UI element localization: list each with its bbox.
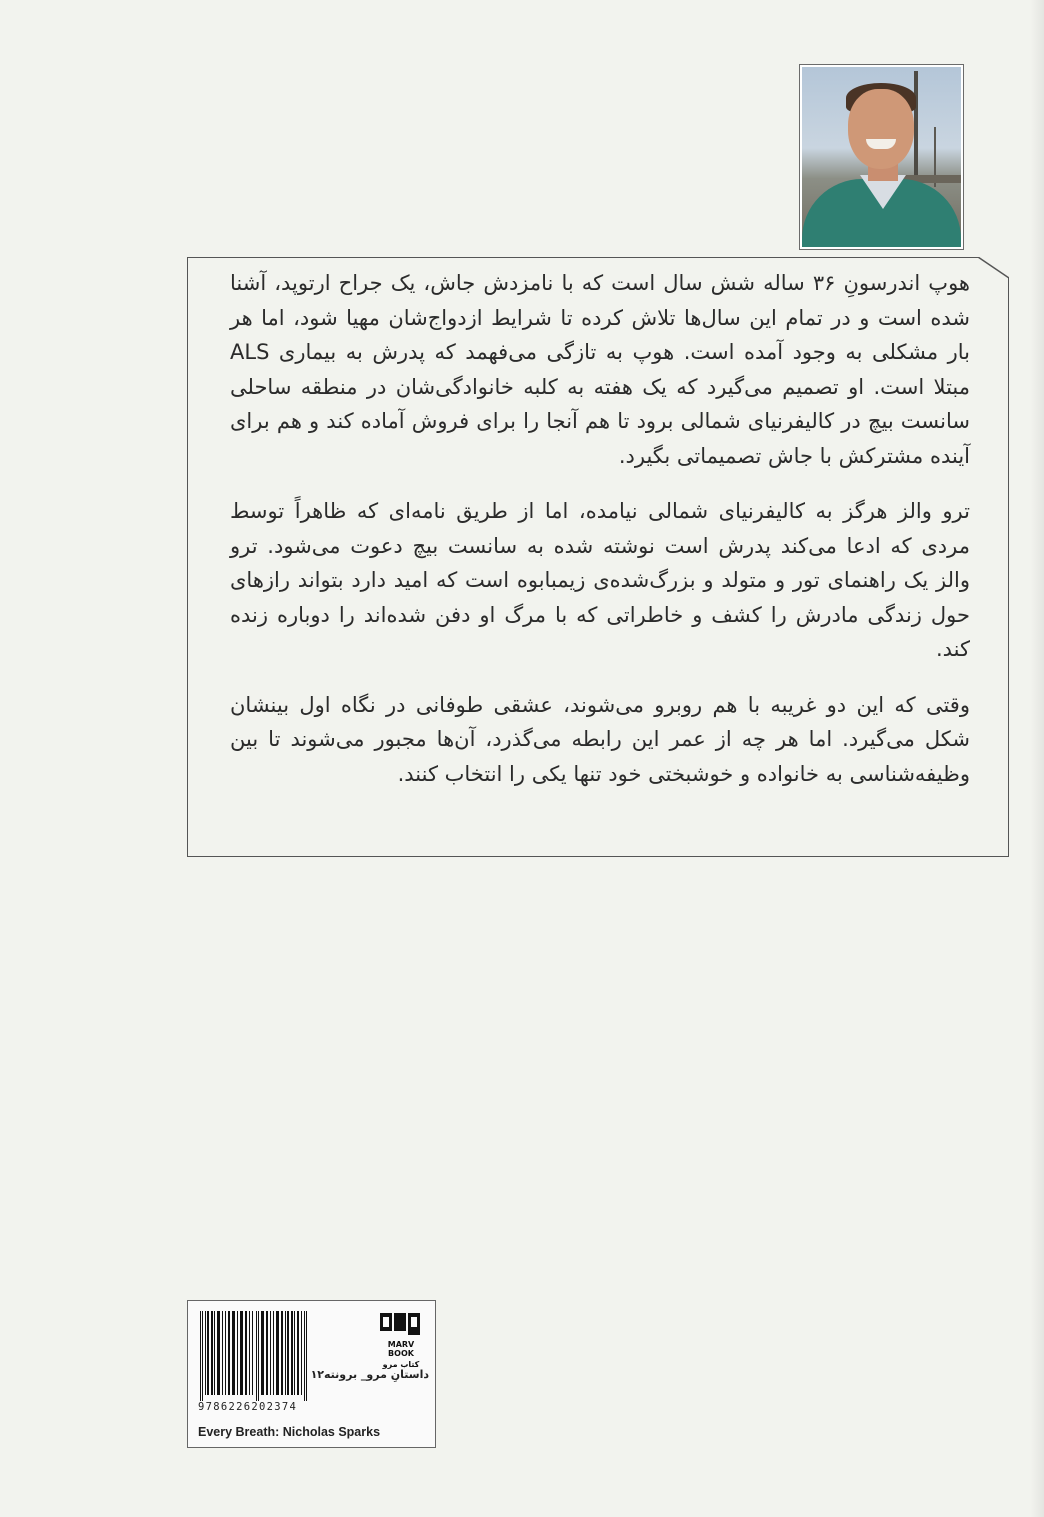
barcode-bar [304,1311,305,1401]
isbn-number: 9786226202374 [198,1401,298,1413]
barcode-bar [228,1311,230,1395]
barcode-bar [256,1311,257,1401]
svg-text:BOOK: BOOK [388,1349,414,1358]
barcode-bar [249,1311,250,1395]
barcode-box [187,1300,436,1448]
isbn-barcode [198,1311,338,1401]
barcode-bar [285,1311,286,1395]
barcode-bar [297,1311,299,1395]
barcode-bar [261,1311,264,1395]
barcode-bar [273,1311,274,1395]
barcode-bar [202,1311,203,1401]
publisher-logo [378,1311,424,1373]
barcode-bar [207,1311,209,1395]
blurb-paragraph-2: ترو والز هرگز به کالیفرنیای شمالی نیامده، اما از طریق نامه‌ای که ظاهراً توسط مردی که ادعا می‌کند پدرش است نوشته شده به سانست بیچ دعوت می‌شود. ترو والز یک راهنمای تور و متولد و بزرگ‌شده‌ی زیمبابوه است که امید دارد بتواند رازهای حول زندگی مادرش را کشف و خاطراتی که با مرگ او دفن شده‌اند را دوباره زنده کند. [230,499,970,661]
barcode-bar [301,1311,302,1395]
barcode-bar [225,1311,226,1395]
blurb-paragraph-1: هوپ اندرسونِ ۳۶ ساله شش سال است که با نامزدش جاش، یک جراح ارتوپد، آشنا شده است و در تمام این سال‌ها تلاش کرده تا شرایط ازدواج‌شان مهیا شود، اما هر بار مشکلی به وجود آمده است. هوپ به تازگی می‌فهمد که پدرش به بیماری ALS مبتلا است. او تصمیم می‌گیرد که یک هفته به کلبه خانوادگی‌شان در منطقه ساحلی سانست بیچ در کالیفرنیای شمالی برود تا هم آنجا را برای فروش آماده کند و هم برای آینده مشترکش با جاش تصمیماتی بگیرد. [230,271,970,468]
series-label: داستانِ مرو_ برونته۱۲ [310,1368,429,1381]
barcode-bar [237,1311,238,1395]
book-credit: Every Breath: Nicholas Sparks [198,1425,381,1439]
barcode-bar [291,1311,293,1395]
barcode-bar [245,1311,247,1395]
barcode-bar [270,1311,271,1395]
barcode-bar [252,1311,253,1395]
blurb-text [230,266,970,812]
page-edge-shadow [1030,0,1044,1517]
barcode-bar [240,1311,243,1395]
barcode-bar [211,1311,213,1395]
barcode-bar [281,1311,283,1395]
barcode-bar [217,1311,220,1395]
publisher-logo-text-fa: کتاب مرو [382,1360,420,1369]
barcode-bar [214,1311,215,1395]
author-photo [799,64,964,250]
barcode-bar [200,1311,201,1401]
barcode-bar [205,1311,206,1395]
barcode-bar [294,1311,295,1395]
barcode-bar [266,1311,268,1395]
publisher-logo-text-en: MARV [387,1340,415,1349]
author-photo-image [802,67,961,247]
blurb-corner-cut [975,257,1009,279]
barcode-bar [276,1311,279,1395]
blurb-paragraph-3: وقتی که این دو غریبه با هم روبرو می‌شوند، عشقی طوفانی در نگاه اول بینشان شکل می‌گیرد. اما هر چه از عمر این رابطه می‌گذرد، آن‌ها مجبور می‌شوند تا بین وظیفه‌شناسی به خانواده و خوشبختی خود تنها یکی را انتخاب کنند. [230,692,970,786]
barcode-bar [287,1311,289,1395]
barcode-bar [258,1311,259,1401]
barcode-bar [222,1311,223,1395]
barcode-bar [232,1311,235,1395]
barcode-bar [306,1311,307,1401]
